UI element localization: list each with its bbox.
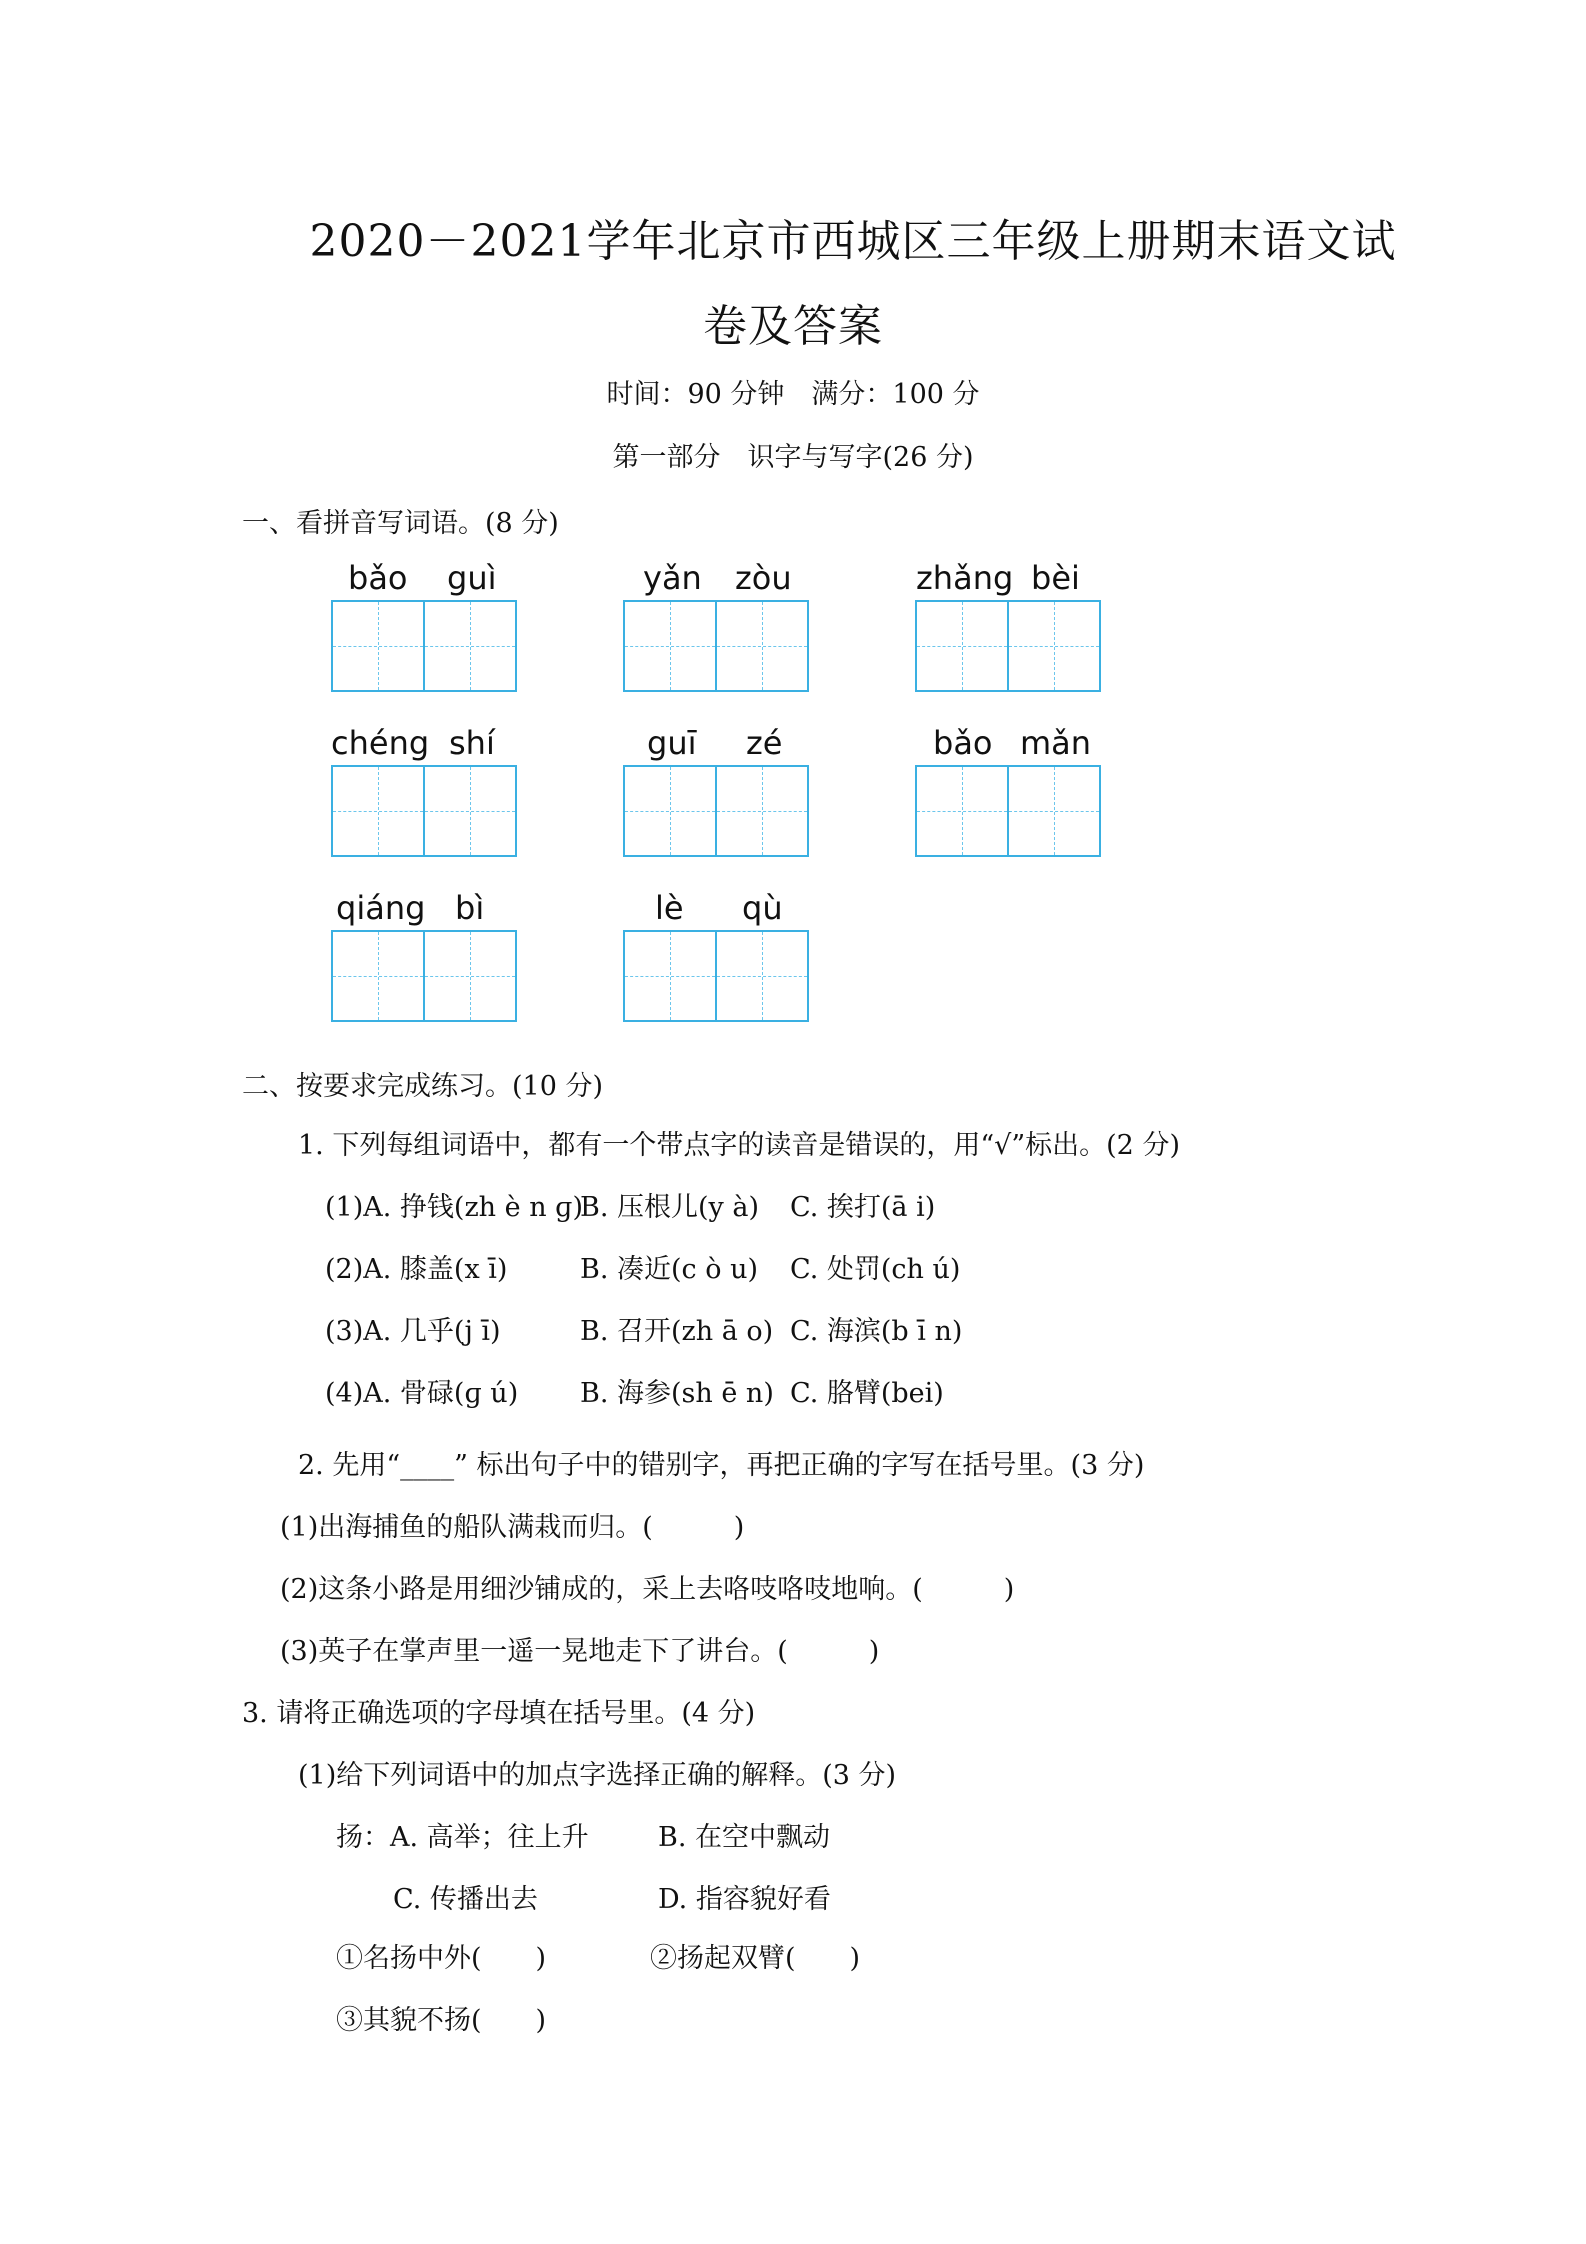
pinyin-syllable: shí [449,724,495,762]
writing-grid[interactable] [331,930,517,1022]
option-text: (3)A. 几乎(j ī) [325,1316,501,1347]
writing-grid[interactable] [623,600,809,692]
document-title-line2: 卷及答案 [703,301,883,352]
part-heading: 第一部分 识字与写字(26 分) [612,442,974,473]
grid-cell[interactable] [715,602,807,690]
document-title-line1: 2020－2021学年北京市西城区三年级上册期末语文试 [309,216,1397,267]
pinyin-syllable: guì [447,559,497,597]
grid-cell[interactable] [333,932,423,1020]
option-text: C. 胳臂(bei) [790,1378,944,1409]
grid-cell[interactable] [423,767,515,855]
definition-option: D. 指容貌好看 [658,1884,831,1915]
writing-grid[interactable] [331,600,517,692]
writing-grid[interactable] [915,765,1101,857]
grid-cell[interactable] [423,932,515,1020]
writing-grid[interactable] [915,600,1101,692]
option-text: (1)A. 挣钱(zh è n ɡ) [325,1192,583,1223]
grid-cell[interactable] [423,602,515,690]
grid-cell[interactable] [917,602,1007,690]
writing-grid[interactable] [331,765,517,857]
option-text: C. 处罚(ch ú) [790,1254,961,1285]
definition-option: 扬：A. 高举；往上升 [336,1822,589,1853]
question-2-item: (1)出海捕鱼的船队满栽而归。( ) [280,1512,745,1543]
pinyin-syllable: bèi [1031,559,1080,597]
grid-cell[interactable] [625,932,715,1020]
grid-cell[interactable] [715,932,807,1020]
option-text: C. 海滨(b ī n) [790,1316,963,1347]
pinyin-syllable: qiáng [336,889,426,927]
pinyin-syllable: mǎn [1020,724,1092,762]
option-text: (2)A. 膝盖(x ī) [325,1254,508,1285]
answer-blank[interactable]: ③其貌不扬( ) [336,2005,547,2036]
pinyin-syllable: guī [647,724,697,762]
section1-heading: 一、看拼音写词语。(8 分) [242,508,559,539]
section2-heading: 二、按要求完成练习。(10 分) [242,1071,604,1102]
grid-cell[interactable] [333,767,423,855]
grid-cell[interactable] [333,602,423,690]
answer-blank[interactable]: ②扬起双臂( ) [650,1943,861,1974]
pinyin-syllable: qù [742,889,783,927]
definition-option: B. 在空中飘动 [658,1822,831,1853]
grid-cell[interactable] [715,767,807,855]
exam-meta: 时间：90 分钟 满分：100 分 [606,379,980,410]
option-text: B. 压根儿(y à) [580,1192,760,1223]
grid-cell[interactable] [625,767,715,855]
option-text: (4)A. 骨碌(ɡ ú) [325,1378,519,1409]
grid-cell[interactable] [917,767,1007,855]
question-1-stem: 1. 下列每组词语中，都有一个带点字的读音是错误的，用“√”标出。(2 分) [298,1130,1180,1161]
definition-option: C. 传播出去 [393,1884,538,1915]
pinyin-syllable: lè [655,889,684,927]
pinyin-syllable: zé [746,724,783,762]
option-text: B. 召开(zh ā o) [580,1316,774,1347]
pinyin-syllable: bǎo [933,724,993,762]
pinyin-syllable: chéng [331,724,430,762]
pinyin-syllable: bǎo [348,559,408,597]
question-2-stem: 2. 先用“____” 标出句子中的错别字，再把正确的字写在括号里。(3 分) [298,1450,1145,1481]
writing-grid[interactable] [623,930,809,1022]
pinyin-syllable: bì [455,889,485,927]
grid-cell[interactable] [625,602,715,690]
question-3-stem: 3. 请将正确选项的字母填在括号里。(4 分) [242,1698,756,1729]
question-3-sub1: (1)给下列词语中的加点字选择正确的解释。(3 分) [298,1760,897,1791]
option-text: C. 挨打(ā i) [790,1192,936,1223]
pinyin-syllable: zhǎng [916,559,1014,597]
question-2-item: (2)这条小路是用细沙铺成的，采上去咯吱咯吱地响。( ) [280,1574,1015,1605]
option-text: B. 凑近(c ò u) [580,1254,759,1285]
grid-cell[interactable] [1007,767,1099,855]
answer-blank[interactable]: ①名扬中外( ) [336,1943,547,1974]
writing-grid[interactable] [623,765,809,857]
pinyin-syllable: zòu [735,559,792,597]
question-2-item: (3)英子在掌声里一遥一晃地走下了讲台。( ) [280,1636,880,1667]
pinyin-syllable: yǎn [643,559,702,597]
grid-cell[interactable] [1007,602,1099,690]
option-text: B. 海参(sh ē n) [580,1378,774,1409]
